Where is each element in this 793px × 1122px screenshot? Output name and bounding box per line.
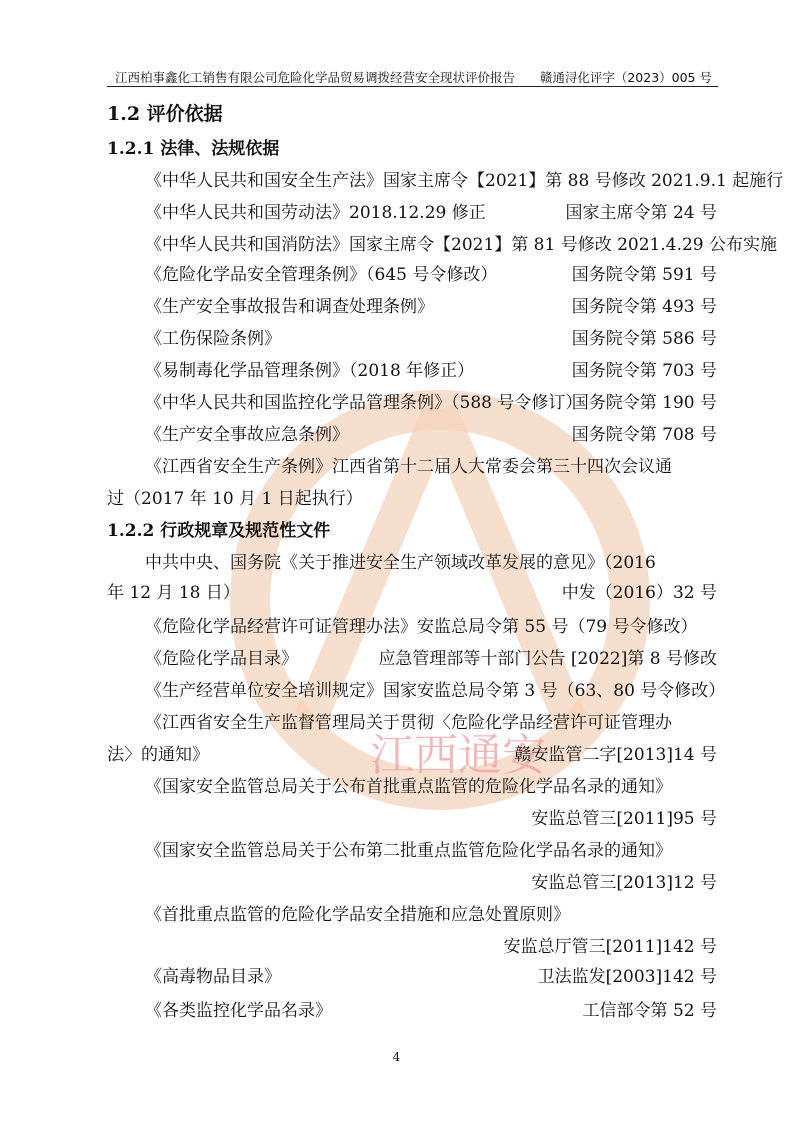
rule-item-title: 中共中央、国务院《关于推进安全生产领域改革发展的意见》（2016	[145, 553, 656, 573]
section-title: 1.2 评价依据	[107, 103, 223, 125]
law-item-reference: 国务院令第 493 号	[571, 297, 717, 317]
rule-item-title: 《高毒物品目录》	[145, 967, 281, 987]
rule-item-title: 法〉的通知》	[107, 745, 209, 765]
rule-item-title: 《生产经营单位安全培训规定》国家安监总局令第 3 号（63、80 号令修改）	[145, 681, 726, 701]
page-header	[107, 66, 718, 87]
subsection-laws-title: 1.2.1 法律、法规依据	[107, 139, 280, 159]
rule-item-reference: 安监总厅管三[2011]142 号	[503, 937, 717, 957]
law-item-reference: 国务院令第 703 号	[571, 361, 717, 381]
law-item-reference: 国务院令第 591 号	[571, 265, 717, 285]
rule-item-title: 《危险化学品经营许可证管理办法》安监总局令第 55 号（79 号令修改）	[145, 617, 698, 637]
watermark-text: 江西通安	[370, 730, 546, 781]
rule-item-title: 《国家安全监管总局关于公布第二批重点监管危险化学品名录的通知》	[145, 841, 672, 861]
law-item-title: 《工伤保险条例》	[145, 329, 281, 349]
rule-item-reference: 安监总管三[2011]95 号	[531, 809, 717, 829]
rule-item-title: 《国家安全监管总局关于公布首批重点监管的危险化学品名录的通知》	[145, 777, 672, 797]
law-item-title: 过（2017 年 10 月 1 日起执行）	[107, 489, 363, 509]
rule-item-title: 《首批重点监管的危险化学品安全措施和应急处置原则》	[145, 905, 570, 925]
law-item-title: 《生产安全事故报告和调查处理条例》	[145, 297, 434, 317]
rule-item-reference: 卫法监发[2003]142 号	[537, 967, 717, 987]
rule-item-reference: 安监总管三[2013]12 号	[531, 873, 717, 893]
law-item-reference: 国务院令第 708 号	[571, 425, 717, 445]
law-item-title: 《中华人民共和国监控化学品管理条例》（588 号令修订）	[145, 393, 583, 413]
law-item-reference: 国家主席令第 24 号	[565, 203, 717, 223]
header-report-title: 江西柏事鑫化工销售有限公司危险化学品贸易调拨经营安全现状评价报告	[115, 70, 516, 85]
law-item-title: 《中华人民共和国安全生产法》国家主席令【2021】第 88 号修改 2021.9.1 起施行	[145, 171, 784, 191]
page-number: 4	[392, 1050, 401, 1064]
rule-item-reference: 工信部令第 52 号	[582, 1001, 717, 1021]
law-item-reference: 国务院令第 190 号	[571, 393, 717, 413]
law-item-title: 《易制毒化学品管理条例》（2018 年修正）	[145, 361, 475, 381]
rule-item-reference: 赣安监管二字[2013]14 号	[514, 745, 717, 765]
rule-item-title: 年 12 月 18 日）	[107, 583, 240, 603]
subsection-rules-title: 1.2.2 行政规章及规范性文件	[107, 521, 331, 541]
rule-item-reference: 应急管理部等十部门公告 [2022]第 8 号修改	[378, 649, 717, 669]
law-item-title: 《危险化学品安全管理条例》（645 号令修改）	[145, 265, 498, 285]
law-item-title: 《中华人民共和国消防法》国家主席令【2021】第 81 号修改 2021.4.29 公布实施	[145, 235, 778, 255]
rule-item-title: 《危险化学品目录》	[145, 649, 298, 669]
rule-item-title: 《江西省安全生产监督管理局关于贯彻〈危险化学品经营许可证管理办	[145, 713, 672, 733]
rule-item-reference: 中发（2016）32 号	[561, 583, 717, 603]
header-report-number: 赣通浔化评字（2023）005 号	[539, 70, 712, 85]
law-item-reference: 国务院令第 586 号	[571, 329, 717, 349]
law-item-title: 《中华人民共和国劳动法》2018.12.29 修正	[145, 203, 486, 223]
rule-item-title: 《各类监控化学品名录》	[145, 1001, 332, 1021]
law-item-title: 《生产安全事故应急条例》	[145, 425, 349, 445]
law-item-title: 《江西省安全生产条例》江西省第十二届人大常委会第三十四次会议通	[145, 457, 672, 477]
